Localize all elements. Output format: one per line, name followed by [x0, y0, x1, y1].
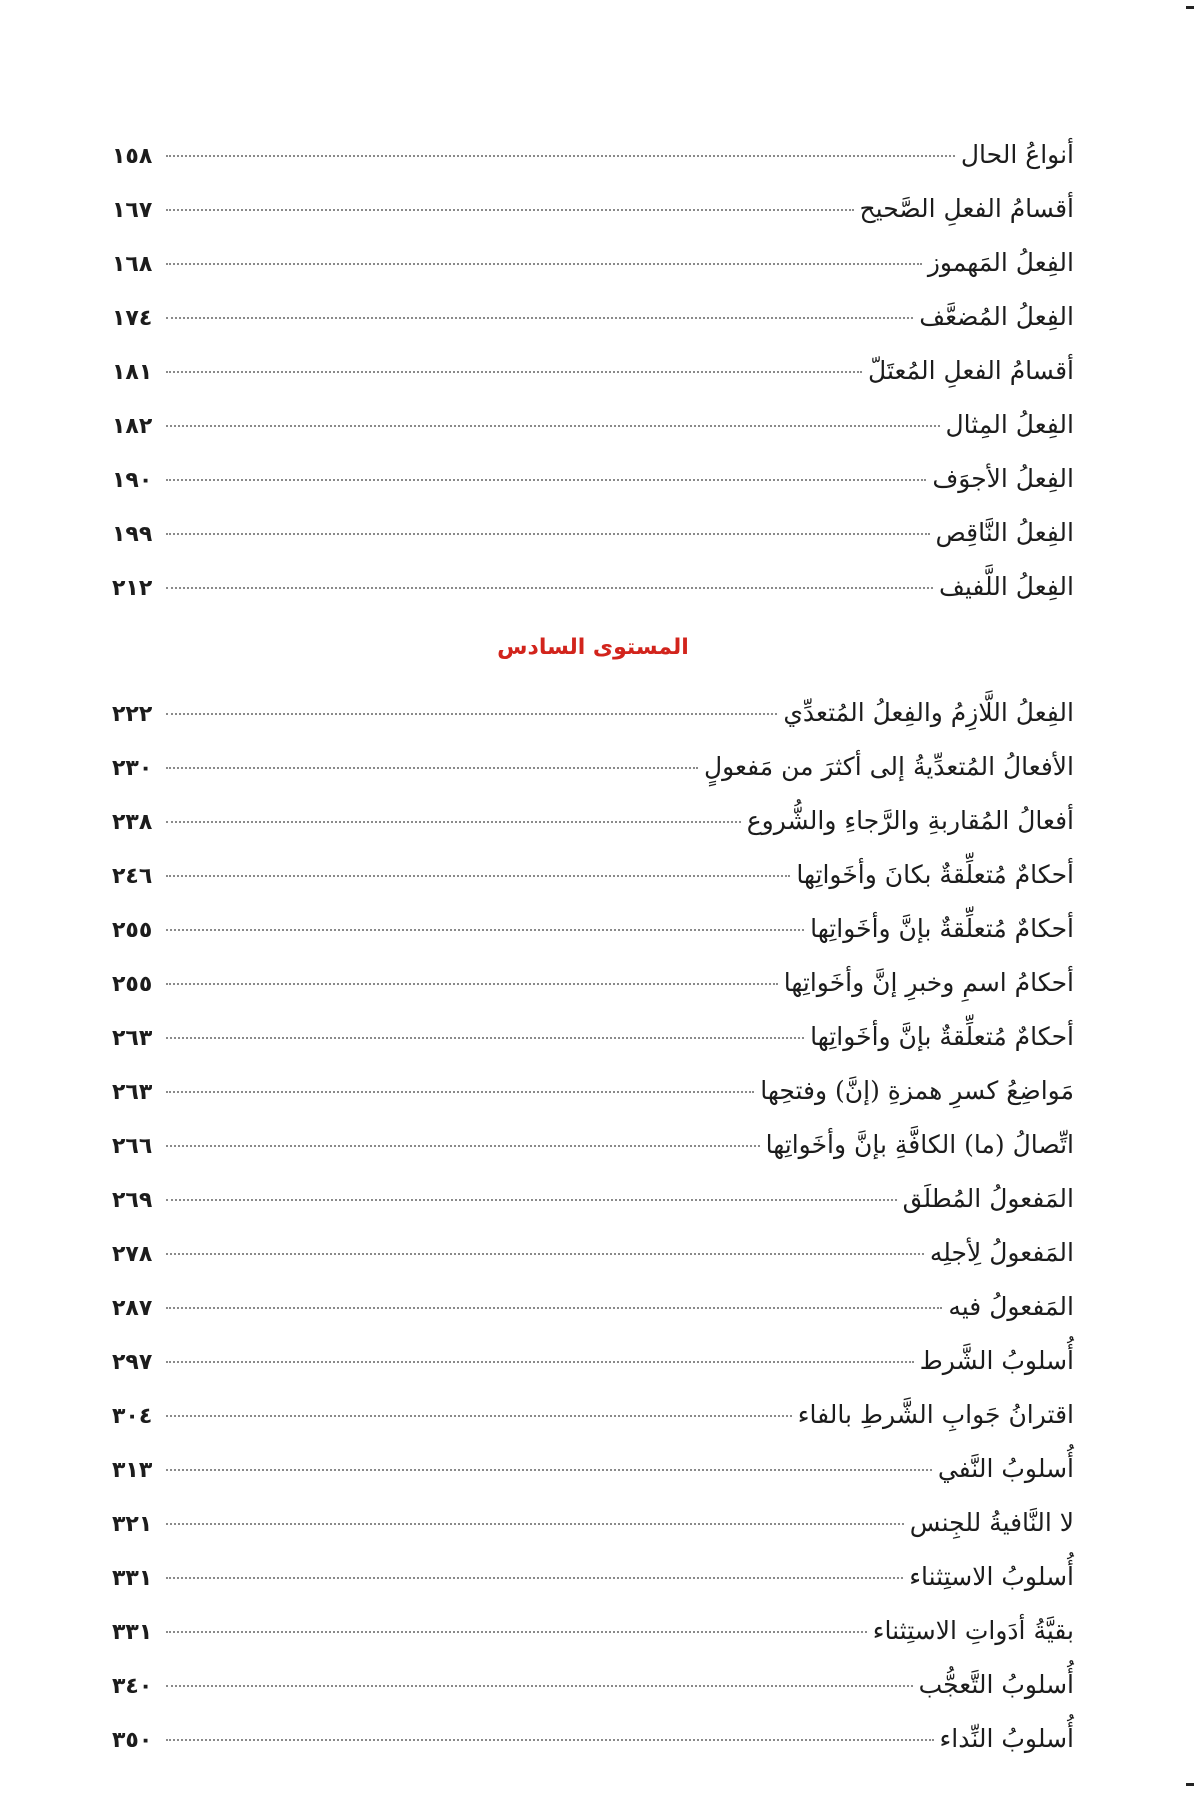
toc-page-number: ٢١٢ [112, 576, 153, 601]
dot-leader [166, 1037, 804, 1039]
toc-entry-title: بقيَّةُ أدَواتِ الاستِثناء [872, 1616, 1074, 1645]
dot-leader [166, 1523, 904, 1525]
toc-entry-title: أحكامُ اسمِ وخبرِ إنَّ وأخَواتِها [783, 968, 1074, 997]
toc-entry-title: المَفعولُ المُطلَق [902, 1184, 1074, 1213]
toc-page-number: ٣٣١ [112, 1566, 153, 1591]
toc-entry-title: الفِعلُ اللَّازِمُ والفِعلُ المُتعدِّي [783, 698, 1074, 727]
toc-entry [112, 902, 1074, 956]
dot-leader [166, 155, 955, 157]
toc-page-number: ٢٥٥ [112, 972, 153, 997]
toc-entry [112, 740, 1074, 794]
toc-entry [112, 1334, 1074, 1388]
dot-leader [166, 1253, 924, 1255]
toc-page-number: ٢٣٨ [112, 810, 153, 835]
table-of-contents [112, 128, 1074, 1766]
dot-leader [166, 1199, 897, 1201]
toc-entry-title: أُسلوبُ النِّداء [939, 1724, 1074, 1753]
toc-entry-title: أُسلوبُ التَّعجُّب [918, 1670, 1074, 1699]
toc-page-number: ٣١٣ [112, 1458, 153, 1483]
dot-leader [166, 425, 940, 427]
toc-entry [112, 1064, 1074, 1118]
dot-leader [166, 1361, 914, 1363]
dot-leader [166, 209, 854, 211]
toc-entry [112, 1226, 1074, 1280]
toc-entry [112, 956, 1074, 1010]
dot-leader [166, 587, 933, 589]
dot-leader [166, 479, 926, 481]
dot-leader [166, 317, 913, 319]
dot-leader [166, 371, 862, 373]
toc-entry-title: المَفعولُ لِأجلِه [929, 1238, 1074, 1267]
toc-entry [112, 1604, 1074, 1658]
corner-mark-bottom-right [1186, 1783, 1194, 1786]
toc-entry-title: أحكامٌ مُتعلِّقةٌ بإنَّ وأخَواتِها [810, 1022, 1074, 1051]
toc-entry-title: أنواعُ الحال [960, 140, 1074, 169]
toc-page-number: ٢٦٦ [112, 1134, 153, 1159]
toc-page-number: ١٩٩ [112, 522, 153, 547]
toc-entry-title: مَواضِعُ كسرِ همزةِ (إنَّ) وفتحِها [760, 1076, 1074, 1105]
toc-entry [112, 290, 1074, 344]
toc-entry-title: الفِعلُ الأجوَف [932, 464, 1074, 493]
toc-entry [112, 452, 1074, 506]
dot-leader [166, 263, 922, 265]
toc-entry-title: اتِّصالُ (ما) الكافَّةِ بإنَّ وأخَواتِها [765, 1130, 1074, 1159]
toc-entry-title: الفِعلُ اللَّفيف [938, 572, 1074, 601]
toc-page-number: ١٥٨ [112, 144, 153, 169]
toc-entry-title: أُسلوبُ الشَّرط [919, 1346, 1074, 1375]
toc-entry [112, 1172, 1074, 1226]
toc-entry [112, 1118, 1074, 1172]
toc-entry-title: أقسامُ الفعلِ الصَّحيح [859, 194, 1074, 223]
toc-page-number: ١٦٧ [112, 198, 153, 223]
toc-entry [112, 1442, 1074, 1496]
toc-page-number: ٢٦٩ [112, 1188, 153, 1213]
dot-leader [166, 767, 698, 769]
dot-leader [166, 1631, 867, 1633]
toc-entry-title: أُسلوبُ النَّفي [937, 1454, 1074, 1483]
dot-leader [166, 1145, 760, 1147]
toc-page-number: ٢٢٢ [112, 702, 153, 727]
toc-entry [112, 344, 1074, 398]
toc-entry [112, 1712, 1074, 1766]
toc-group-level-5 [112, 128, 1074, 614]
toc-entry-title: الفِعلُ المُضعَّف [919, 302, 1074, 331]
dot-leader [166, 1739, 934, 1741]
toc-page-number: ٣٠٤ [112, 1404, 153, 1429]
dot-leader [166, 1469, 932, 1471]
toc-page-number: ٢٩٧ [112, 1350, 153, 1375]
toc-entry [112, 128, 1074, 182]
toc-entry-title: اقترانُ جَوابِ الشَّرطِ بالفاء [797, 1400, 1074, 1429]
dot-leader [166, 1091, 754, 1093]
toc-entry-title: المَفعولُ فيه [948, 1292, 1074, 1321]
section-heading: المستوى السادس [497, 635, 689, 660]
toc-page-number: ٢٨٧ [112, 1296, 153, 1321]
toc-page-number: ١٦٨ [112, 252, 153, 277]
toc-page-number: ٢٥٥ [112, 918, 153, 943]
toc-page-number: ١٨٢ [112, 414, 153, 439]
toc-page-number: ١٩٠ [112, 468, 153, 493]
toc-entry [112, 560, 1074, 614]
toc-entry-title: الفِعلُ المَهموز [927, 248, 1074, 277]
dot-leader [166, 1307, 942, 1309]
toc-page-number: ١٧٤ [112, 306, 153, 331]
toc-page-number: ٢٣٠ [112, 756, 153, 781]
toc-entry [112, 848, 1074, 902]
dot-leader [166, 1577, 903, 1579]
toc-entry [112, 1280, 1074, 1334]
dot-leader [166, 1685, 913, 1687]
toc-entry [112, 236, 1074, 290]
toc-entry-title: أفعالُ المُقاربةِ والرَّجاءِ والشُّروع [746, 806, 1074, 835]
toc-group-level-6 [112, 686, 1074, 1766]
dot-leader [166, 533, 930, 535]
toc-page-number: ٢٦٣ [112, 1026, 153, 1051]
toc-entry-title: لا النَّافيةُ للجِنس [909, 1508, 1074, 1537]
toc-entry-title: أُسلوبُ الاستِثناء [909, 1562, 1074, 1591]
toc-entry [112, 794, 1074, 848]
toc-entry-title: الأفعالُ المُتعدِّيةُ إلى أكثرَ من مَفعولٍ [703, 752, 1074, 781]
dot-leader [166, 1415, 792, 1417]
toc-entry [112, 1388, 1074, 1442]
dot-leader [166, 983, 778, 985]
toc-entry [112, 182, 1074, 236]
toc-entry-title: الفِعلُ المِثال [945, 410, 1074, 439]
toc-page-number: ٣٤٠ [112, 1674, 153, 1699]
toc-entry [112, 1496, 1074, 1550]
corner-mark-top-right [1186, 6, 1194, 9]
toc-entry [112, 1550, 1074, 1604]
toc-entry [112, 686, 1074, 740]
toc-entry [112, 506, 1074, 560]
toc-page-number: ٣٣١ [112, 1620, 153, 1645]
toc-page-number: ٢٧٨ [112, 1242, 153, 1267]
toc-entry [112, 1010, 1074, 1064]
toc-entry-title: الفِعلُ النَّاقِص [935, 518, 1074, 547]
toc-entry [112, 398, 1074, 452]
toc-page-number: ٣٢١ [112, 1512, 153, 1537]
toc-page-number: ٢٦٣ [112, 1080, 153, 1105]
toc-entry-title: أقسامُ الفعلِ المُعتَلّ [868, 356, 1074, 385]
dot-leader [166, 821, 741, 823]
toc-page-number: ١٨١ [112, 360, 153, 385]
dot-leader [166, 875, 790, 877]
dot-leader [166, 713, 777, 715]
toc-entry-title: أحكامٌ مُتعلِّقةٌ بكانَ وأخَواتِها [796, 860, 1074, 889]
dot-leader [166, 929, 804, 931]
toc-entry [112, 1658, 1074, 1712]
toc-entry-title: أحكامٌ مُتعلِّقةٌ بإنَّ وأخَواتِها [810, 914, 1074, 943]
toc-page-number: ٢٤٦ [112, 864, 153, 889]
toc-page-number: ٣٥٠ [112, 1728, 153, 1753]
